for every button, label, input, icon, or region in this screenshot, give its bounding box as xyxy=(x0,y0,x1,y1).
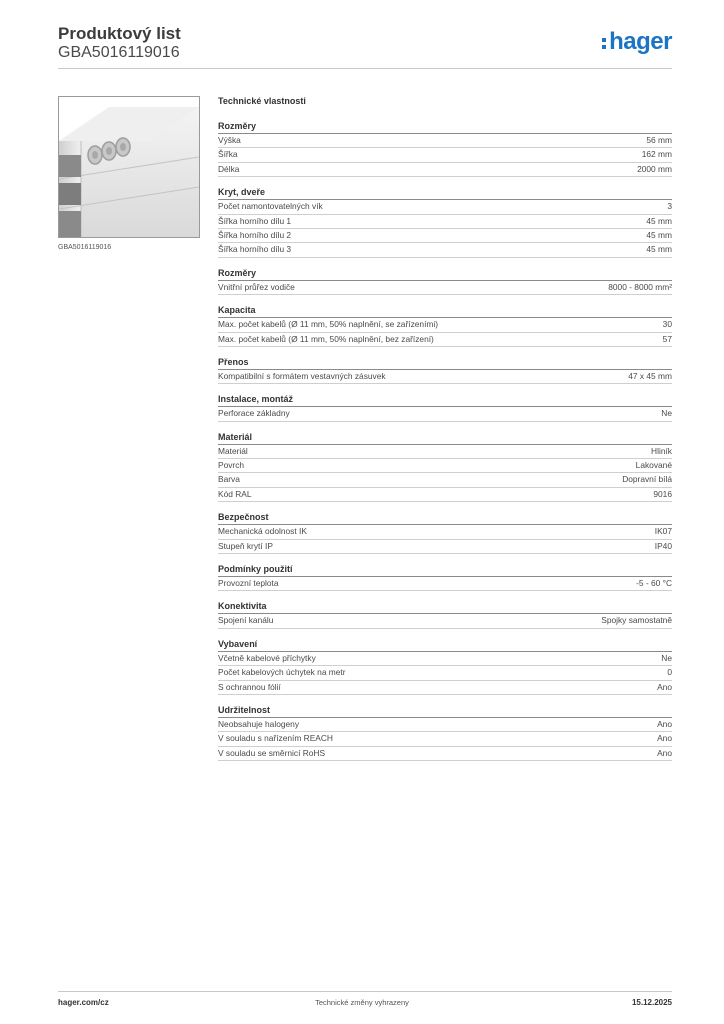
spec-section xyxy=(218,704,672,761)
spec-row xyxy=(218,666,672,680)
spec-label: Šířka horního dílu 1 xyxy=(218,215,292,226)
spec-row xyxy=(218,718,672,732)
spec-row xyxy=(218,445,672,459)
spec-row xyxy=(218,200,672,214)
spec-label: S ochrannou fólií xyxy=(218,681,281,692)
spec-row xyxy=(218,681,672,695)
spec-label: Perforace základny xyxy=(218,408,290,419)
spec-value: IP40 xyxy=(654,540,672,551)
spec-row xyxy=(218,614,672,628)
spec-value: Ano xyxy=(657,747,672,758)
spec-row xyxy=(218,577,672,591)
spec-row xyxy=(218,215,672,229)
spec-value: 45 mm xyxy=(646,229,672,240)
header-divider xyxy=(58,68,672,69)
spec-section xyxy=(218,356,672,384)
spec-row xyxy=(218,525,672,539)
spec-value: Spojky samostatně xyxy=(601,615,672,626)
spec-row xyxy=(218,473,672,487)
spec-value: Ano xyxy=(657,718,672,729)
spec-label: Včetně kabelové příchytky xyxy=(218,652,316,663)
footer-date: 15.12.2025 xyxy=(631,998,672,1007)
spec-value: IK07 xyxy=(654,526,672,537)
spec-value: 162 mm xyxy=(641,149,672,160)
spec-row xyxy=(218,134,672,148)
spec-label: Počet namontovatelných vík xyxy=(218,201,323,212)
spec-value: 3 xyxy=(667,201,672,212)
spec-section xyxy=(218,638,672,695)
spec-value: Ano xyxy=(657,681,672,692)
spec-row xyxy=(218,229,672,243)
section-title: Rozměry xyxy=(218,267,672,281)
specs-heading: Technické vlastnosti xyxy=(218,96,306,106)
spec-row xyxy=(218,459,672,473)
spec-label: Stupeň krytí IP xyxy=(218,540,273,551)
spec-label: Mechanická odolnost IK xyxy=(218,526,307,537)
spec-label: Šířka xyxy=(218,149,238,160)
section-title: Udržitelnost xyxy=(218,704,672,718)
spec-row xyxy=(218,407,672,421)
spec-label: Šířka horního dílu 2 xyxy=(218,229,292,240)
spec-label: Vnitřní průřez vodiče xyxy=(218,281,295,292)
spec-value: Ano xyxy=(657,733,672,744)
section-title: Kapacita xyxy=(218,304,672,318)
spec-row xyxy=(218,148,672,162)
spec-label: Max. počet kabelů (Ø 11 mm, 50% naplnění, se zařízeními) xyxy=(218,319,439,330)
spec-value: Ne xyxy=(661,408,672,419)
spec-label: Neobsahuje halogeny xyxy=(218,718,300,729)
spec-value: 2000 mm xyxy=(637,163,672,174)
spec-label: Materiál xyxy=(218,445,248,456)
footer-disclaimer: Technické změny vyhrazeny xyxy=(315,998,409,1007)
logo-text: hager xyxy=(609,28,672,55)
spec-label: Barva xyxy=(218,474,240,485)
section-title: Kryt, dveře xyxy=(218,186,672,200)
cable-trunking-icon xyxy=(59,97,199,237)
spec-label: Výška xyxy=(218,135,241,145)
spec-label: Kód RAL xyxy=(218,488,252,499)
spec-section xyxy=(218,511,672,554)
spec-value: 8000 - 8000 mm² xyxy=(608,281,672,292)
footer-divider xyxy=(58,991,672,992)
spec-row xyxy=(218,747,672,761)
spec-value: Hliník xyxy=(651,445,672,456)
spec-label: Provozní teplota xyxy=(218,578,279,589)
product-image xyxy=(58,96,200,238)
spec-value: 45 mm xyxy=(646,244,672,255)
spec-row xyxy=(218,318,672,332)
spec-value: 45 mm xyxy=(646,215,672,226)
image-caption: GBA5016119016 xyxy=(58,244,112,251)
footer-website[interactable]: hager.com/cz xyxy=(58,998,109,1007)
spec-row xyxy=(218,243,672,257)
spec-value: 56 mm xyxy=(646,135,672,145)
section-title: Přenos xyxy=(218,356,672,370)
spec-label: Spojení kanálu xyxy=(218,615,274,626)
spec-value: 47 x 45 mm xyxy=(628,370,672,381)
spec-label: Počet kabelových úchytek na metr xyxy=(218,667,346,678)
spec-section xyxy=(218,431,672,503)
section-title: Podmínky použití xyxy=(218,563,672,577)
spec-row xyxy=(218,281,672,295)
spec-value: Ne xyxy=(661,652,672,663)
spec-section xyxy=(218,563,672,591)
spec-row xyxy=(218,370,672,384)
spec-value: 30 xyxy=(662,319,672,330)
spec-label: Šířka horního dílu 3 xyxy=(218,244,292,255)
section-title: Materiál xyxy=(218,431,672,445)
spec-row xyxy=(218,652,672,666)
spec-label: V souladu se směrnicí RoHS xyxy=(218,747,326,758)
spec-sections xyxy=(218,120,672,761)
spec-section xyxy=(218,120,672,177)
spec-row xyxy=(218,333,672,347)
section-title: Instalace, montáž xyxy=(218,393,672,407)
spec-value: 0 xyxy=(667,667,672,678)
spec-label: Délka xyxy=(218,163,240,174)
spec-label: Max. počet kabelů (Ø 11 mm, 50% naplnění, bez zařízení) xyxy=(218,333,434,344)
spec-section xyxy=(218,393,672,421)
spec-row xyxy=(218,488,672,502)
logo-dots-icon xyxy=(602,38,606,49)
section-title: Vybavení xyxy=(218,638,672,652)
spec-value: Dopravní bílá xyxy=(622,474,672,485)
section-title: Konektivita xyxy=(218,600,672,614)
section-title: Rozměry xyxy=(218,120,672,134)
spec-label: V souladu s nařízením REACH xyxy=(218,733,333,744)
spec-value: 9016 xyxy=(653,488,672,499)
hager-logo xyxy=(602,30,672,54)
spec-value: Lakované xyxy=(635,460,672,471)
spec-value: -5 - 60 °C xyxy=(636,578,672,589)
technical-specs xyxy=(218,96,672,770)
spec-section xyxy=(218,267,672,295)
header xyxy=(58,24,181,62)
page-title: Produktový list xyxy=(58,24,181,43)
spec-label: Povrch xyxy=(218,460,245,471)
spec-label: Kompatibilní s formátem vestavných zásuvek xyxy=(218,370,386,381)
section-title: Bezpečnost xyxy=(218,511,672,525)
spec-row xyxy=(218,732,672,746)
spec-section xyxy=(218,304,672,347)
spec-section xyxy=(218,186,672,258)
spec-value: 57 xyxy=(662,333,672,344)
spec-section xyxy=(218,600,672,628)
article-number: GBA5016119016 xyxy=(58,44,180,61)
spec-row xyxy=(218,540,672,554)
spec-row xyxy=(218,163,672,177)
